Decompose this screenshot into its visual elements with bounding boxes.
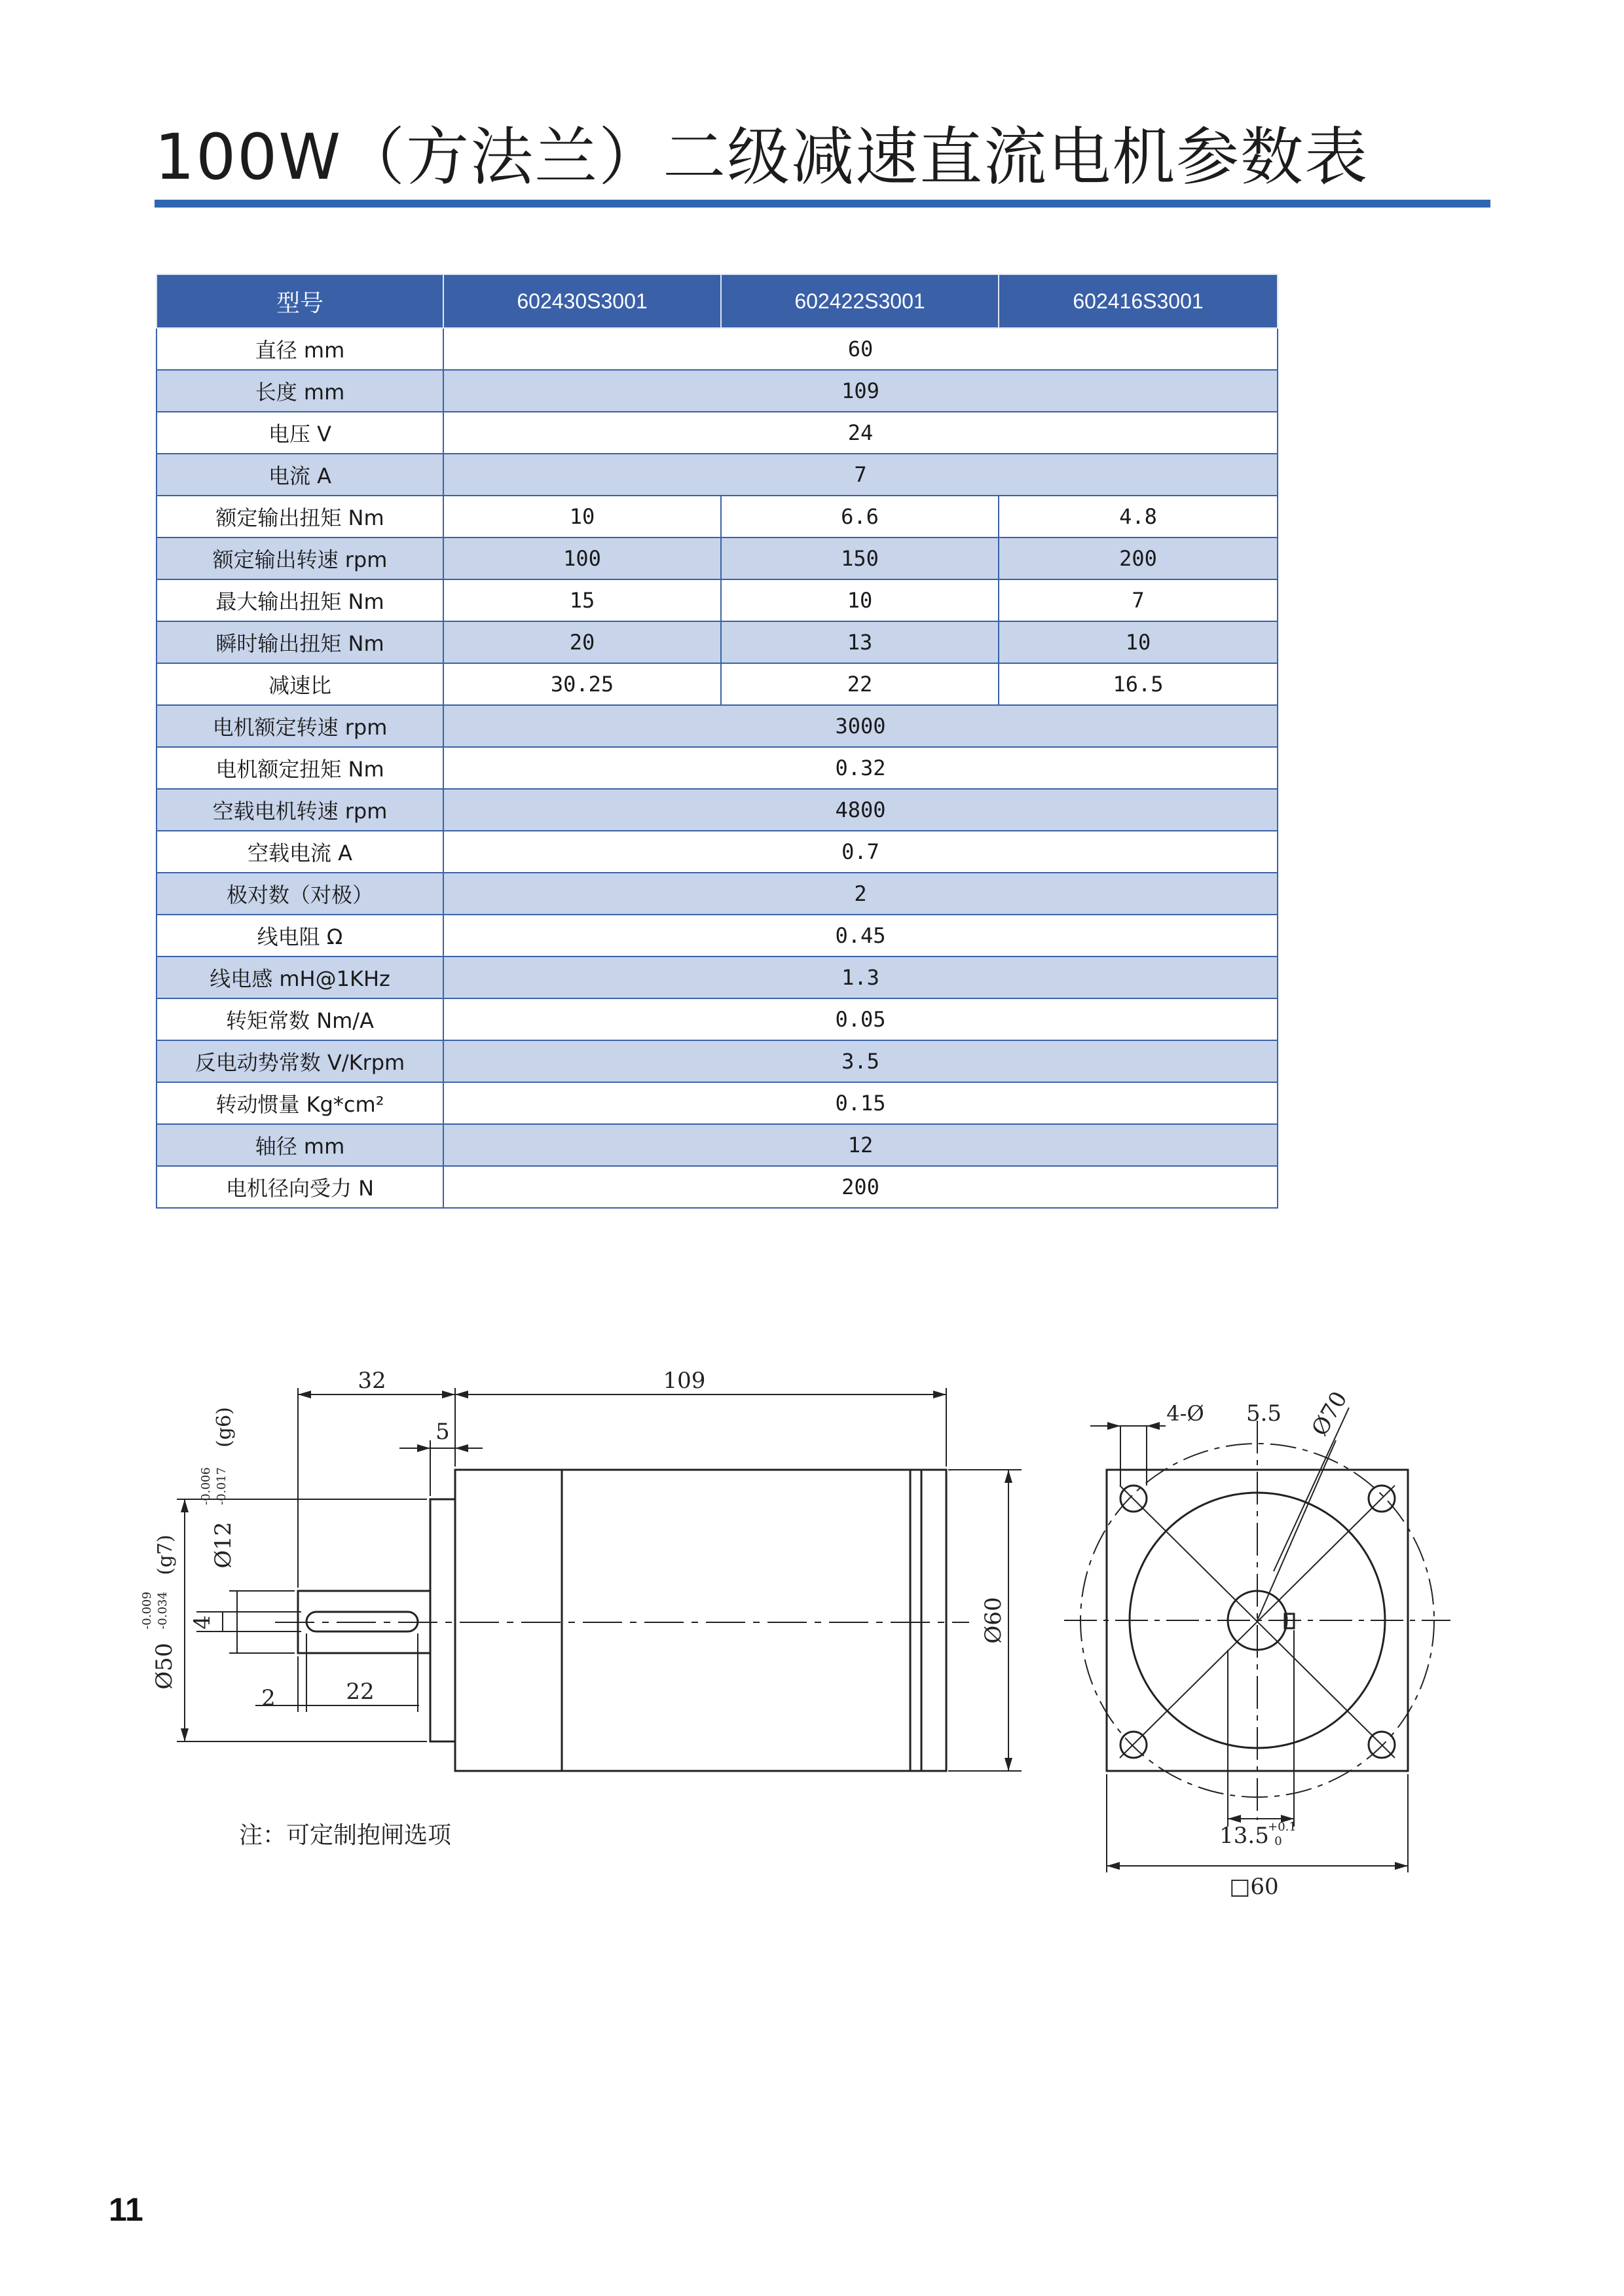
row-value: 13 (721, 621, 999, 663)
row-value: 200 (443, 1166, 1278, 1208)
holes-label: 4-Ø (1166, 1401, 1204, 1426)
header-cell-model-1: 602430S3001 (443, 274, 721, 328)
row-value: 6.6 (721, 496, 999, 538)
row-value: 3.5 (443, 1040, 1278, 1082)
dim-13-5-label: 13.5 (1219, 1823, 1269, 1849)
row-value: 0.15 (443, 1082, 1278, 1124)
row-value: 4800 (443, 789, 1278, 831)
square-dim-label: □60 (1229, 1874, 1279, 1900)
flange-tol-upper: -0.009 (140, 1592, 154, 1630)
row-value: 7 (999, 579, 1278, 621)
shaft-tol-upper: -0.006 (199, 1467, 213, 1505)
dim-109-label: 109 (663, 1368, 706, 1394)
header-cell-model-3: 602416S3001 (999, 274, 1278, 328)
row-label: 长度 mm (157, 370, 443, 412)
row-value: 10 (443, 496, 721, 538)
row-value: 22 (721, 663, 999, 705)
customization-note: 注：可定制抱闸选项 (239, 1822, 452, 1849)
row-value: 1.3 (443, 957, 1278, 998)
row-value: 0.45 (443, 915, 1278, 957)
dim-13-5-lower: 0 (1274, 1834, 1282, 1848)
flange-fit-label: (g7) (154, 1535, 177, 1575)
row-label: 减速比 (157, 663, 443, 705)
row-label: 空载电流 A (157, 831, 443, 873)
dim-22-label: 22 (346, 1679, 375, 1705)
row-value: 0.32 (443, 747, 1278, 789)
row-value: 100 (443, 538, 721, 579)
shaft-dia-dim (199, 1407, 236, 1568)
row-label: 线电阻 Ω (157, 915, 443, 957)
flange-dia-dim (140, 1535, 177, 1689)
drawing-labels (140, 1368, 1353, 1900)
row-label: 极对数（对极） (157, 873, 443, 915)
row-value: 0.7 (443, 831, 1278, 873)
row-value: 2 (443, 873, 1278, 915)
flange-pilot (430, 1499, 455, 1741)
row-label: 线电感 mH@1KHz (157, 957, 443, 998)
row-label: 电机额定转速 rpm (157, 705, 443, 747)
page-number: 11 (109, 2191, 143, 2228)
row-label: 转矩常数 Nm/A (157, 998, 443, 1040)
shaft-tol-lower: -0.017 (215, 1467, 229, 1505)
body-dia-label: Ø60 (980, 1597, 1006, 1644)
dim-32-label: 32 (358, 1368, 386, 1394)
row-value: 16.5 (999, 663, 1278, 705)
row-label: 电机径向受力 N (157, 1166, 443, 1208)
row-value: 60 (443, 328, 1278, 370)
row-value: 4.8 (999, 496, 1278, 538)
hole-size-label: 5.5 (1246, 1400, 1282, 1427)
front-view (1064, 1408, 1450, 1872)
row-label: 空载电机转速 rpm (157, 789, 443, 831)
row-value: 150 (721, 538, 999, 579)
shaft-fit-label: (g6) (213, 1407, 236, 1448)
row-value: 7 (443, 454, 1278, 496)
row-label: 电流 A (157, 454, 443, 496)
row-value: 10 (721, 579, 999, 621)
row-value: 200 (999, 538, 1278, 579)
row-value: 0.05 (443, 998, 1278, 1040)
row-label: 转动惯量 Kg*cm² (157, 1082, 443, 1124)
side-arrows (181, 1391, 1012, 1771)
dim-2-label: 2 (261, 1685, 276, 1711)
page-title: 100W（方法兰）二级减速直流电机参数表 (155, 120, 1369, 194)
row-label: 额定输出转速 rpm (157, 538, 443, 579)
row-value: 20 (443, 621, 721, 663)
dim-5-label: 5 (435, 1419, 450, 1445)
side-view (177, 1388, 1022, 1771)
row-label: 电压 V (157, 412, 443, 454)
flange-tol-lower: -0.034 (156, 1592, 170, 1630)
row-value: 10 (999, 621, 1278, 663)
row-value: 12 (443, 1124, 1278, 1166)
row-label: 直径 mm (157, 328, 443, 370)
header-cell-model: 型号 (157, 274, 443, 328)
shaft-dia-label: Ø12 (210, 1522, 236, 1569)
flange-dia-label: Ø50 (151, 1643, 177, 1690)
dim-13-5-upper: +0.1 (1268, 1820, 1297, 1834)
motor-body-outline (455, 1470, 946, 1771)
header-cell-model-2: 602422S3001 (721, 274, 999, 328)
row-label: 反电动势常数 V/Krpm (157, 1040, 443, 1082)
pcd-label: Ø70 (1306, 1387, 1353, 1441)
row-value: 24 (443, 412, 1278, 454)
row-label: 轴径 mm (157, 1124, 443, 1166)
row-value: 15 (443, 579, 721, 621)
row-label: 最大输出扭矩 Nm (157, 579, 443, 621)
row-value: 30.25 (443, 663, 721, 705)
dim-key-label: 4 (189, 1615, 215, 1630)
side-dimensions (177, 1388, 1022, 1771)
row-label: 额定输出扭矩 Nm (157, 496, 443, 538)
row-label: 瞬时输出扭矩 Nm (157, 621, 443, 663)
row-value: 109 (443, 370, 1278, 412)
row-label: 电机额定扭矩 Nm (157, 747, 443, 789)
row-value: 3000 (443, 705, 1278, 747)
